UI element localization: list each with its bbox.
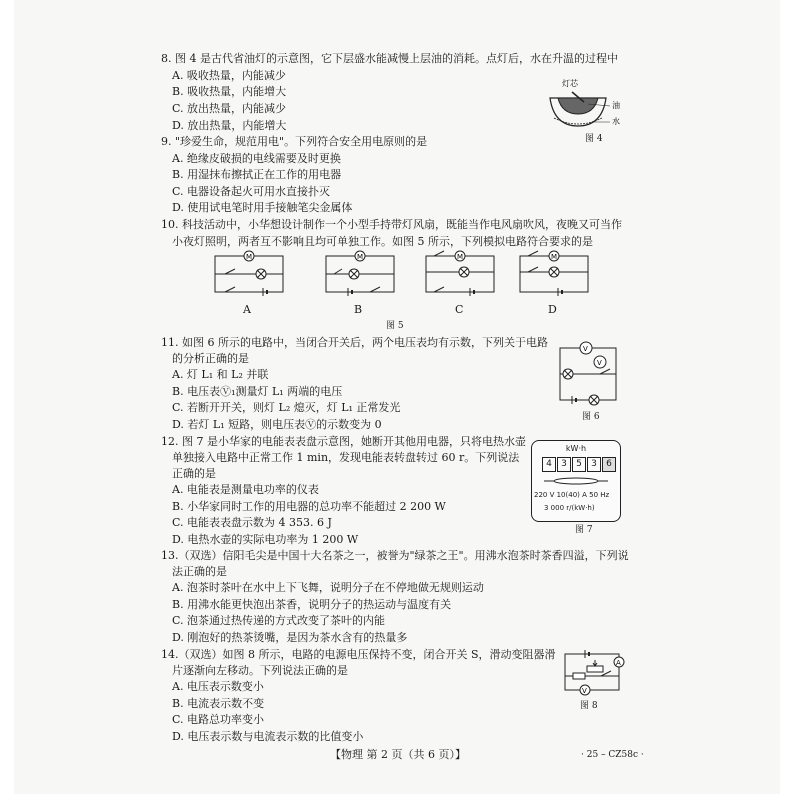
- q12-option-a: A. 电能表是测量电功率的仪表: [172, 483, 319, 496]
- circuit-b: [320, 250, 400, 298]
- fig7-caption: 图 7: [575, 525, 593, 535]
- exam-page: [14, 0, 780, 794]
- q14-option-c: C. 电路总功率变小: [172, 713, 265, 726]
- fig5-caption: 图 5: [386, 321, 404, 331]
- meter-digit: 3: [557, 457, 571, 472]
- q10-stem-line2: 小夜灯照明，两者互不影响且均可单独工作。如图 5 所示，下列模拟电路符合要求的是: [172, 235, 593, 248]
- q13-option-d: D. 刚泡好的热茶烫嘴，是因为茶水含有的热量多: [172, 631, 408, 644]
- svg-text:M: M: [457, 253, 464, 261]
- meter-digit-decimal: 6: [602, 457, 616, 472]
- meter-digit: 3: [587, 457, 601, 472]
- q8-stem: 8. 图 4 是古代省油灯的示意图，它下层盛水能减慢上层油的消耗。点灯后，水在升温的过程中: [161, 52, 618, 65]
- q12-stem-line3: 正确的是: [172, 467, 216, 480]
- q14-stem-line1: 14.（双选）如图 8 所示，电路的电源电压保持不变，闭合开关 S，滑动变阻器滑: [161, 648, 556, 661]
- q11-option-b: B. 电压表Ⓥ₁测量灯 L₁ 两端的电压: [172, 385, 343, 398]
- circuit-fig8: [559, 644, 627, 706]
- fig8-caption: 图 8: [580, 701, 598, 711]
- oil-label: 油: [612, 101, 620, 110]
- q12-option-d: D. 电热水壶的实际电功率为 1 200 W: [172, 533, 359, 546]
- meter-digits: [542, 457, 616, 472]
- q12-stem-line2: 单独接入电路中正常工作 1 min，发现电能表转盘转过 60 r。下列说法: [172, 451, 520, 464]
- energy-meter: [531, 440, 621, 522]
- q13-stem-line2: 法正确的是: [172, 565, 227, 578]
- q8-option-d: D. 放出热量，内能增大: [172, 119, 287, 132]
- svg-text:M: M: [246, 253, 253, 261]
- q9-option-a: A. 绝缘皮破损的电线需要及时更换: [172, 152, 341, 165]
- meter-digit: 4: [542, 457, 556, 472]
- fig4-caption: 图 4: [585, 134, 603, 144]
- q13-stem-line1: 13.（双选）信阳毛尖是中国十大名茶之一，被誉为"绿茶之王"。用沸水泡茶时茶香四溢，下列说: [161, 549, 629, 562]
- meter-spec-rating: 220 V 10(40) A 50 Hz: [534, 491, 610, 499]
- q11-stem-line2: 的分析正确的是: [172, 352, 249, 365]
- circuit-c-label: C: [455, 303, 464, 316]
- q13-option-a: A. 泡茶时茶叶在水中上下飞舞，说明分子在不停地做无规则运动: [172, 581, 484, 594]
- q9-option-d: D. 使用试电笔时用手接触笔尖金属体: [172, 201, 353, 214]
- q8-option-b: B. 吸收热量，内能增大: [172, 85, 287, 98]
- q8-option-c: C. 放出热量，内能减少: [172, 102, 287, 115]
- footer-code: · 25 – CZ58c ·: [581, 750, 644, 760]
- q9-option-b: B. 用湿抹布擦拭正在工作的用电器: [172, 168, 342, 181]
- meter-unit: kW·h: [565, 444, 587, 453]
- q10-stem-line1: 10. 科技活动中，小华想设计制作一个小型手持带灯风扇，既能当作电风扇吹风，夜晚又可当作: [161, 218, 622, 231]
- circuit-c: [420, 250, 500, 298]
- q11-option-a: A. 灯 L₁ 和 L₂ 并联: [172, 368, 269, 381]
- meter-disc-icon: [542, 476, 610, 486]
- q13-option-b: B. 用沸水能更快泡出茶香，说明分子的热运动与温度有关: [172, 598, 452, 611]
- circuit-b-label: B: [354, 303, 363, 316]
- q14-stem-line2: 片逐渐向左移动。下列说法正确的是: [172, 664, 348, 677]
- circuit-d-label: D: [548, 303, 557, 316]
- q14-option-a: A. 电压表示数变小: [172, 680, 264, 693]
- circuit-d: [514, 250, 594, 298]
- svg-text:M: M: [551, 253, 558, 261]
- circuit-a-label: A: [243, 303, 251, 316]
- q8-option-a: A. 吸收热量，内能减少: [172, 69, 286, 82]
- q11-option-c: C. 若断开开关，则灯 L₂ 熄灭，灯 L₁ 正常发光: [172, 401, 401, 414]
- footer-page-number: 【物理 第 2 页（共 6 页）】: [330, 748, 466, 761]
- q9-stem: 9. "珍爱生命，规范用电"。下列符合安全用电原则的是: [161, 135, 428, 148]
- circuit-fig6: [554, 338, 626, 410]
- svg-text:V: V: [582, 687, 587, 695]
- water-label: 水: [612, 117, 620, 126]
- q12-option-b: B. 小华家同时工作的用电器的总功率不能超过 2 200 W: [172, 500, 446, 513]
- q11-option-d: D. 若灯 L₁ 短路，则电压表Ⓥ的示数变为 0: [172, 418, 382, 431]
- q14-option-d: D. 电压表示数与电流表示数的比值变小: [172, 730, 364, 743]
- q9-option-c: C. 电器设备起火可用水直接扑灭: [172, 185, 331, 198]
- fig6-caption: 图 6: [582, 412, 600, 422]
- q11-stem-line1: 11. 如图 6 所示的电路中，当闭合开关后，两个电压表均有示数，下列关于电路: [161, 336, 548, 349]
- svg-text:V: V: [583, 345, 588, 353]
- svg-text:V: V: [597, 359, 602, 367]
- q13-option-c: C. 泡茶通过热传递的方式改变了茶叶的内能: [172, 614, 386, 627]
- oil-lamp-figure: [544, 74, 624, 136]
- q12-option-c: C. 电能表表盘示数为 4 353. 6 J: [172, 516, 332, 529]
- meter-spec-revs: 3 000 r/(kW·h): [544, 504, 595, 512]
- wick-label: 灯芯: [562, 79, 578, 88]
- q14-option-b: B. 电流表示数不变: [172, 697, 265, 710]
- q12-stem-line1: 12. 图 7 是小华家的电能表表盘示意图，她断开其他用电器，只将电热水壶: [161, 435, 526, 448]
- svg-text:M: M: [357, 253, 364, 261]
- svg-text:A: A: [616, 659, 621, 667]
- meter-digit: 5: [572, 457, 586, 472]
- circuit-a: [209, 250, 289, 298]
